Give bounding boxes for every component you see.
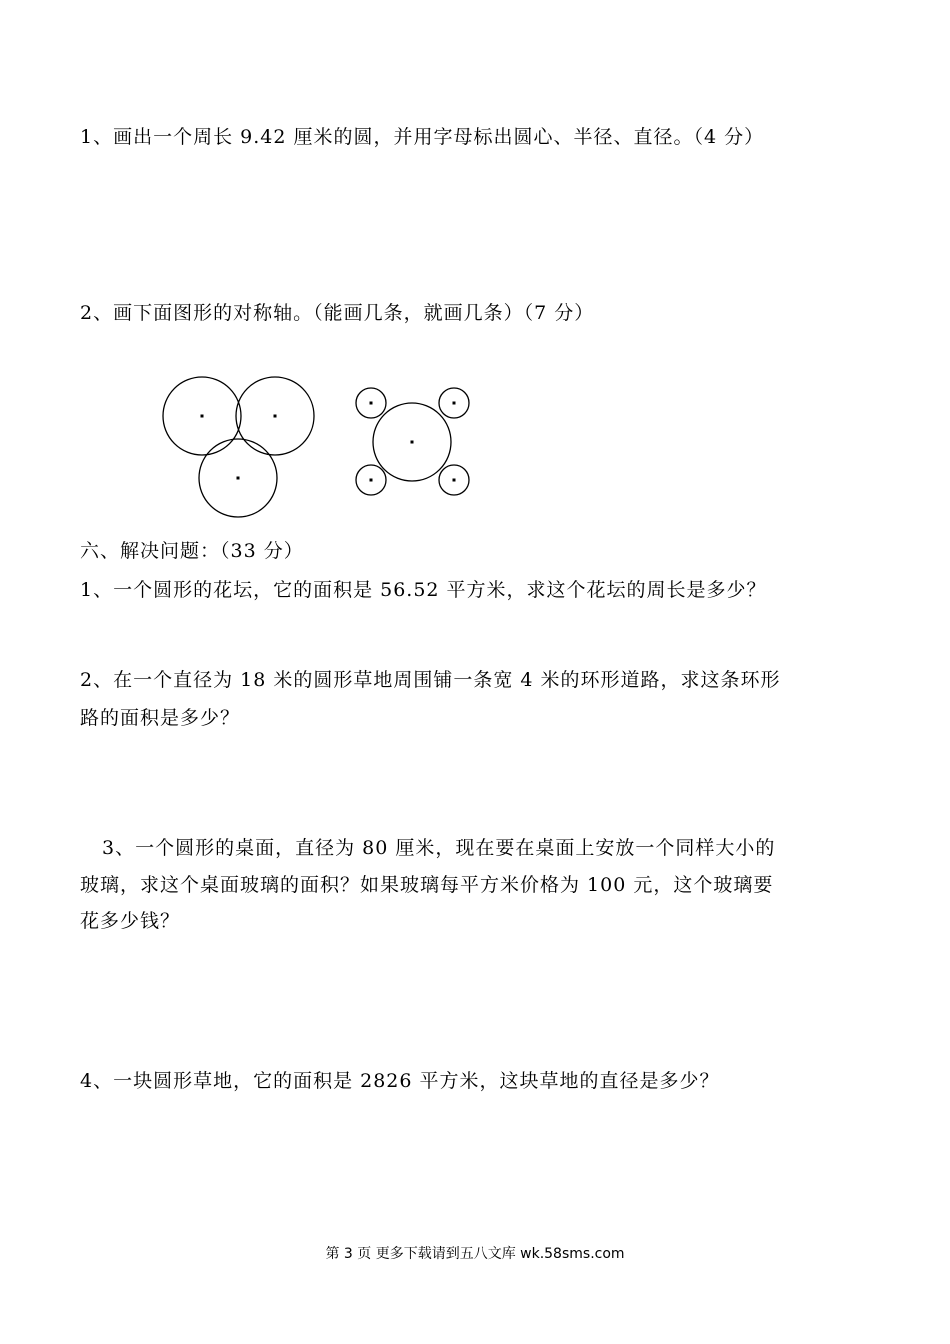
center-dot	[453, 402, 456, 405]
section-6-heading: 六、解决问题：（33 分）	[80, 540, 304, 562]
question-5-2: 2、画下面图形的对称轴。（能画几条，就画几条）（7 分）	[80, 302, 595, 324]
three-circles-figure	[160, 372, 320, 522]
question-6-3-line-3: 花多少钱？	[80, 910, 181, 932]
center-dot	[370, 479, 373, 482]
question-6-1: 1、一个圆形的花坛，它的面积是 56.52 平方米，求这个花坛的周长是多少？	[80, 579, 767, 601]
center-dot	[453, 479, 456, 482]
center-dot	[201, 415, 204, 418]
five-circles-figure	[350, 382, 475, 502]
center-dot	[237, 477, 240, 480]
page-footer: 第 3 页 更多下载请到五八文库 wk.58sms.com	[325, 1246, 625, 1262]
question-6-2-line-1: 2、在一个直径为 18 米的圆形草地周围铺一条宽 4 米的环形道路，求这条环形	[80, 669, 781, 691]
center-dot	[411, 441, 414, 444]
center-dot	[370, 402, 373, 405]
question-6-3-line-2: 玻璃，求这个桌面玻璃的面积？如果玻璃每平方米价格为 100 元，这个玻璃要	[80, 874, 774, 896]
center-dot	[274, 415, 277, 418]
question-5-1: 1、画出一个周长 9.42 厘米的圆，并用字母标出圆心、半径、直径。（4 分）	[80, 126, 765, 148]
question-6-3-line-1: 3、一个圆形的桌面，直径为 80 厘米，现在要在桌面上安放一个同样大小的	[102, 837, 776, 859]
question-6-2-line-2: 路的面积是多少？	[80, 707, 241, 729]
question-6-4: 4、一块圆形草地，它的面积是 2826 平方米，这块草地的直径是多少？	[80, 1070, 720, 1092]
